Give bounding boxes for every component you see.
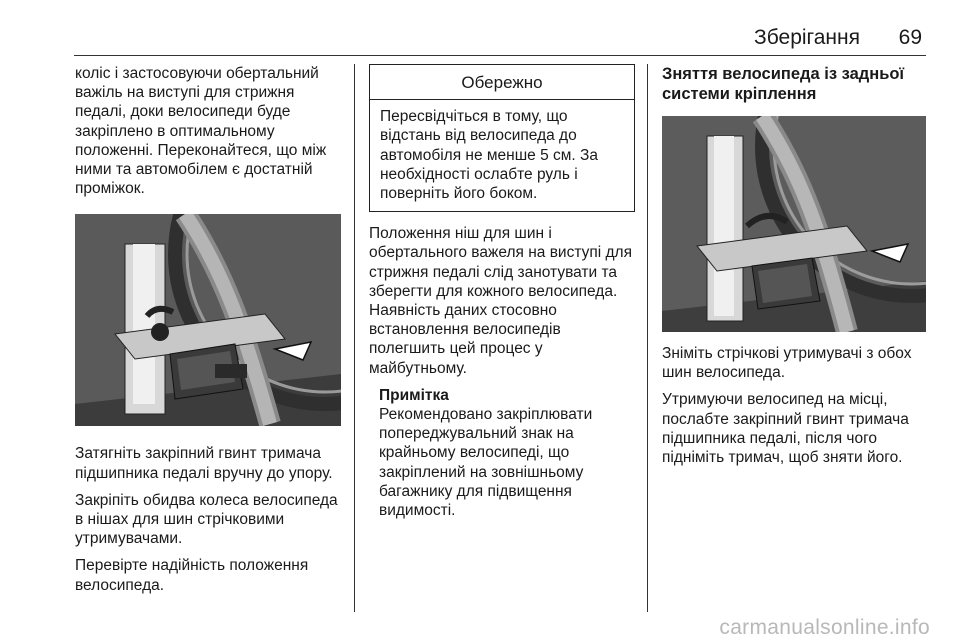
col3-paragraph-1: Зніміть стрічкові утримувачі з обох шин велосипеда. <box>662 345 912 382</box>
page-number: 69 <box>898 26 922 49</box>
col1-paragraph-2: Затягніть закріпний гвинт тримача підшипника педалі вручну до упору. <box>75 445 333 482</box>
figure-removal-illustration <box>662 116 926 332</box>
col1-paragraph-1: коліс і застосовуючи обертальний важіль на виступі для стрижня педалі, доки велосипеди буде закріплено в оптимальному положенні. Переконайтеся, що між ними та автомобілем є достатній проміжок. <box>75 65 327 198</box>
caution-title: Обережно <box>370 65 634 100</box>
col3-paragraph-2: Утримуючи велосипед на місці, послабте закріпний гвинт тримача підшипника педалі, після чого підніміть тримач, щоб зняти його. <box>662 391 909 467</box>
note-text: Рекомендовано закріплювати попереджувальний знак на крайньому велосипеді, що закріплений на зовнішньому багажнику для підвищення видимості. <box>379 406 593 520</box>
figure-removal <box>662 116 926 332</box>
watermark: carmanualsonline.info <box>719 616 930 639</box>
column-3 <box>662 64 927 475</box>
figure-pedal-holder-illustration <box>75 214 341 426</box>
column-2 <box>369 64 635 520</box>
header-rule <box>74 55 926 56</box>
col1-paragraph-4: Перевірте надійність положення велосипеда. <box>75 557 309 594</box>
col2-paragraph-1: Положення ніш для шин і обертального важеля на виступі для стрижня педалі слід занотувати та зберегти для кожного велосипеда. Наявність даних стосовно встановлення велосипедів полегшить цей процес у майбутньому. <box>369 225 632 377</box>
figure-pedal-holder <box>75 214 341 426</box>
caution-box <box>369 64 635 212</box>
note-block <box>379 386 635 520</box>
column-divider-2 <box>647 64 648 612</box>
note-title: Примітка <box>379 386 449 404</box>
caution-text: Пересвідчіться в тому, що відстань від велосипеда до автомобіля не менше 5 см. За необхідності ослабте руль і поверніть його боком. <box>380 108 599 203</box>
page-header <box>0 26 922 54</box>
column-1 <box>75 64 345 603</box>
column-divider-1 <box>354 64 355 612</box>
section-heading: Зняття велосипеда із задньої системи кріплення <box>662 65 905 103</box>
page-title: Зберігання <box>754 26 860 49</box>
col1-paragraph-3: Закріпіть обидва колеса велосипеда в нішах для шин стрічковими утримувачами. <box>75 491 338 548</box>
